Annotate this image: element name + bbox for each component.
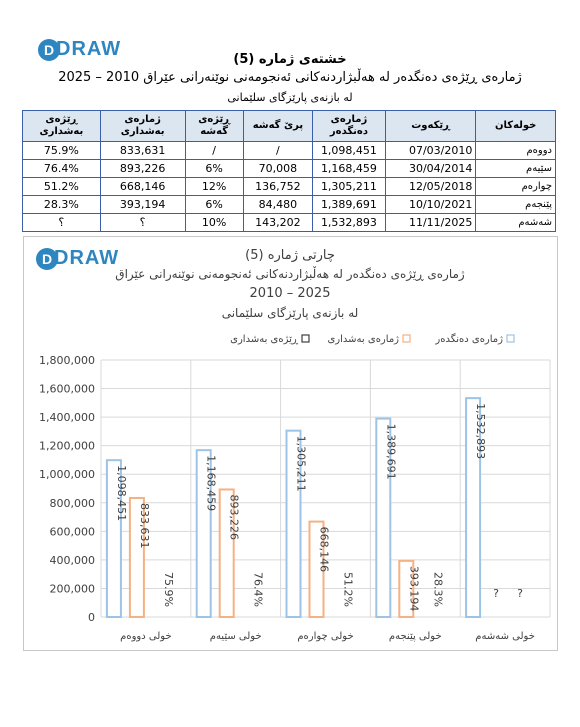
table-cell: 136,752 <box>243 178 312 196</box>
table-cell: 10% <box>185 214 243 232</box>
data-label: 28.3% <box>431 572 445 607</box>
data-label: 393,194 <box>407 565 421 612</box>
legend-label: ژمارەی بەشداری <box>327 334 399 345</box>
chart-title: چارتی ژمارە (5) <box>245 248 335 263</box>
y-tick-label: 1,800,000 <box>39 354 95 367</box>
data-table <box>22 110 556 232</box>
table-cell: 70,008 <box>243 160 312 178</box>
table-cell: 1,098,451 <box>313 142 386 160</box>
legend-swatch <box>507 335 514 342</box>
data-label: 1,305,211 <box>294 435 308 492</box>
y-tick-label: 1,400,000 <box>39 411 95 425</box>
logo-icon: D <box>36 248 58 270</box>
table-cell: / <box>243 142 312 160</box>
table-cell: 1,389,691 <box>313 196 386 214</box>
header-cell: ژمارەی دەنگدەر <box>313 111 386 142</box>
data-label: ? <box>517 587 524 600</box>
data-label: 75.9% <box>161 572 175 607</box>
table-row <box>23 160 556 178</box>
table-cell: ؟ <box>100 214 185 232</box>
table-cell: 393,194 <box>100 196 185 214</box>
y-tick-label: 400,000 <box>49 553 95 567</box>
table-cell: 12% <box>185 178 243 196</box>
table-row <box>23 214 556 232</box>
data-label: ? <box>493 587 500 600</box>
x-tick-label: خولی چوارەم <box>297 631 354 642</box>
table-cell: سێیەم <box>476 160 556 178</box>
data-label: 893,226 <box>227 494 241 540</box>
x-tick-label: خولی سێیەم <box>209 631 262 642</box>
header-cell: ڕێژەی گەشە <box>185 111 243 142</box>
table-cell: 76.4% <box>23 160 101 178</box>
data-label: 668,146 <box>317 526 331 573</box>
y-tick-label: 200,000 <box>49 582 95 596</box>
table-row <box>23 196 556 214</box>
table-cell: 833,631 <box>100 142 185 160</box>
table-cell: 84,480 <box>243 196 312 214</box>
table-cell: 1,168,459 <box>313 160 386 178</box>
table-cell: / <box>185 142 243 160</box>
y-tick-label: 0 <box>88 611 95 624</box>
y-tick-label: 1,000,000 <box>39 468 95 482</box>
table-row <box>23 142 556 160</box>
header-cell: ژمارەی بەشداری <box>100 111 185 142</box>
table-cell: 11/11/2025 <box>385 214 476 232</box>
table-cell: 30/04/2014 <box>385 160 476 178</box>
chart-subtitle: ژمارەی ڕێژەی دەنگدەر لە هەڵبژاردنەکانی ئەنجومەنی نوێنەرانی عێراق <box>115 267 465 281</box>
table-cell: 12/05/2018 <box>385 178 476 196</box>
y-tick-label: 600,000 <box>49 525 95 539</box>
table-cell: 668,146 <box>100 178 185 196</box>
table-cell: دووەم <box>476 142 556 160</box>
table-header-row <box>23 111 556 142</box>
legend-label: ڕێژەی بەشداری <box>230 334 298 345</box>
table-cell: پێنجەم <box>476 196 556 214</box>
chart-panel <box>23 236 558 651</box>
table-cell: 28.3% <box>23 196 101 214</box>
data-label: 76.4% <box>251 572 265 607</box>
chart-subtitle-years: 2010 – 2025 <box>249 286 331 301</box>
header-cell: ڕێژەی بەشداری <box>23 111 101 142</box>
table-cell: 6% <box>185 160 243 178</box>
table-cell: 6% <box>185 196 243 214</box>
data-label: 1,532,893 <box>474 403 488 460</box>
table-cell: 07/03/2010 <box>385 142 476 160</box>
header-cell: خولەکان <box>476 111 556 142</box>
table-cell: 10/10/2021 <box>385 196 476 214</box>
table-cell: 143,202 <box>243 214 312 232</box>
legend-label: ژمارەی دەنگدەر <box>435 334 503 345</box>
x-tick-label: خولی پێنجەم <box>388 631 442 642</box>
bar-chart <box>24 237 557 650</box>
table-cell: ؟ <box>23 214 101 232</box>
data-label: 1,098,451 <box>114 465 128 522</box>
table-cell: 1,305,211 <box>313 178 386 196</box>
logo-text: DRAW <box>54 247 120 269</box>
y-tick-label: 800,000 <box>49 496 95 510</box>
table-cell: چوارەم <box>476 178 556 196</box>
header-cell: ڕێکەوت <box>385 111 476 142</box>
table-cell: 893,226 <box>100 160 185 178</box>
data-label: 51.2% <box>341 572 355 607</box>
x-tick-label: خولی دووەم <box>120 631 172 642</box>
x-tick-label: خولی شەشەم <box>475 631 535 642</box>
table-cell: شەشەم <box>476 214 556 232</box>
y-tick-label: 1,200,000 <box>39 439 95 453</box>
logo-text: DRAW <box>56 38 122 60</box>
table-cell: 51.2% <box>23 178 101 196</box>
legend-swatch <box>302 335 309 342</box>
table-title: خشتەی ژمارە (5) <box>233 52 347 67</box>
table-subtitle-region: لە بازنەی پارێزگای سلێمانی <box>227 91 353 104</box>
table-row <box>23 178 556 196</box>
table-cell: 75.9% <box>23 142 101 160</box>
data-label: 1,389,691 <box>384 423 398 480</box>
chart-subtitle-region: لە بازنەی پارێزگای سلێمانی <box>221 306 359 320</box>
table-cell: 1,532,893 <box>313 214 386 232</box>
data-label: 833,631 <box>137 502 151 549</box>
legend-swatch <box>403 335 410 342</box>
data-label: 1,168,459 <box>204 455 218 512</box>
header-cell: پرێ گەشە <box>243 111 312 142</box>
y-tick-label: 1,600,000 <box>39 382 95 396</box>
table-subtitle: ژمارەی ڕێژەی دەنگدەر لە هەڵبژاردنەکانی ئەنجومەنی نوێنەرانی عێراق 2010 – 2025 <box>58 70 522 85</box>
logo-icon: D <box>38 39 60 61</box>
